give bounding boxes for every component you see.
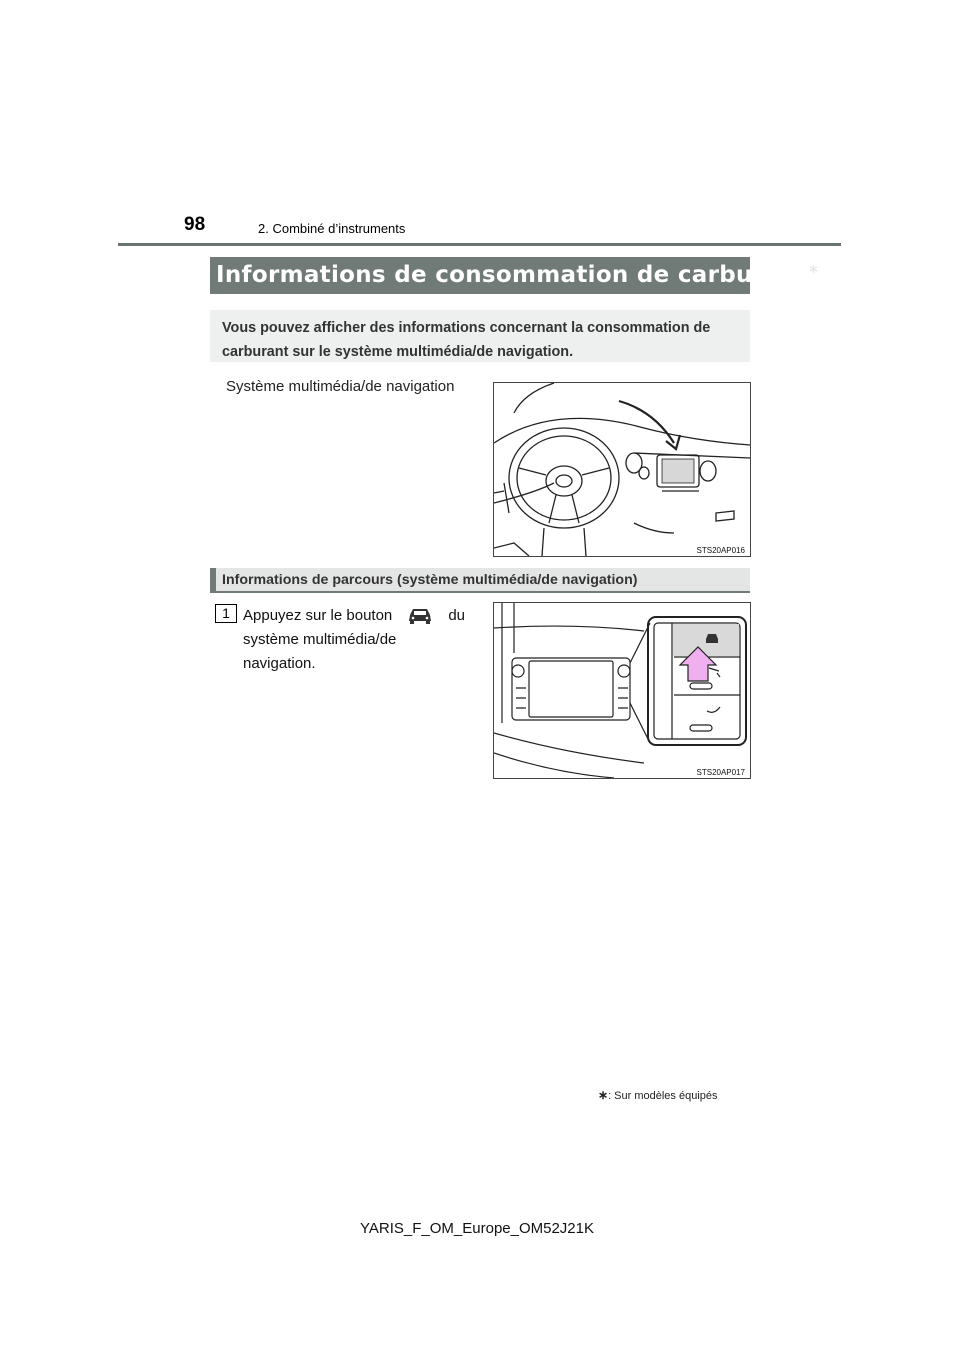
page-title — [216, 262, 819, 288]
title-asterisk: ∗ — [808, 262, 820, 277]
section-label: 2. Combiné d’instruments — [258, 221, 406, 236]
step-text-part2: du — [448, 607, 465, 624]
footnote-asterisk: ∗ — [598, 1088, 609, 1102]
page-title-text: Informations de consommation de carburant — [216, 262, 809, 288]
header-rule — [118, 243, 841, 246]
footnote — [598, 1088, 718, 1102]
figure-code: STS20AP016 — [696, 546, 745, 555]
page-number: 98 — [184, 214, 206, 235]
subsection-title: Informations de parcours (système multimédia/de navigation) — [222, 572, 638, 588]
step-text-part1: Appuyez sur le bouton — [243, 607, 393, 624]
document-code-footer: YARIS_F_OM_Europe_OM52J21K — [360, 1220, 595, 1237]
multimedia-unit-illustration — [493, 602, 751, 779]
figure-code: STS20AP017 — [696, 768, 745, 777]
dashboard-drawing — [494, 383, 750, 556]
footnote-text: : Sur modèles équipés — [608, 1090, 718, 1102]
step-number: 1 — [215, 604, 237, 623]
step-instruction — [243, 604, 465, 676]
intro-text: Vous pouvez afficher des informations concernant la consommation de carburant sur le système multimédia/de navigation. — [222, 320, 711, 360]
multimedia-unit-drawing — [494, 603, 750, 778]
car-icon — [407, 607, 433, 625]
step-text-line2: système multimédia/de navigation. — [243, 631, 397, 672]
multimedia-caption: Système multimédia/de navigation — [226, 378, 455, 395]
dashboard-illustration — [493, 382, 751, 557]
